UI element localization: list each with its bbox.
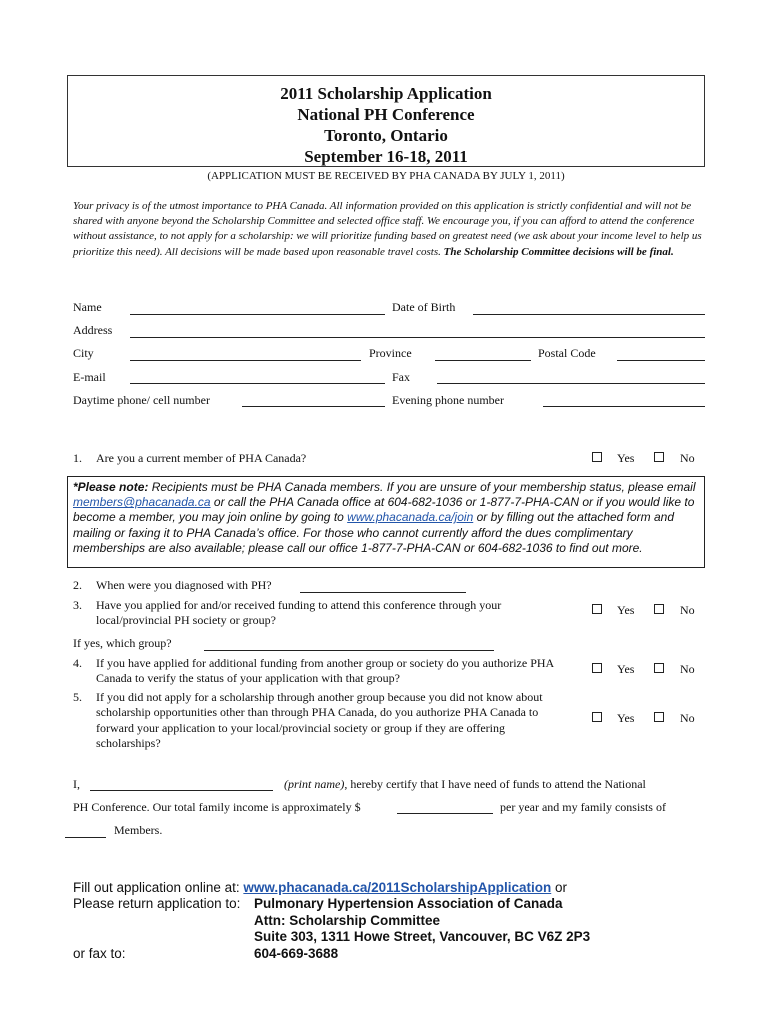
- attn-text: Attn: Scholarship Committee: [254, 913, 441, 928]
- name-label: Name: [73, 300, 102, 314]
- title-line-3: Toronto, Ontario: [324, 126, 448, 145]
- q5-no-checkbox[interactable]: [654, 712, 664, 722]
- daytime-phone-field[interactable]: [242, 406, 385, 407]
- email-field[interactable]: [130, 383, 385, 384]
- print-name-field[interactable]: [90, 790, 273, 791]
- certify-line-1: [284, 777, 646, 792]
- q3-number: 3.: [73, 598, 82, 612]
- title-line-4: September 16-18, 2011: [304, 147, 468, 166]
- q1-no-checkbox[interactable]: [654, 452, 664, 462]
- q1-no-label: No: [680, 451, 695, 465]
- certify-line-2b: per year and my family consists of: [500, 800, 666, 814]
- q5-number: 5.: [73, 690, 82, 704]
- diagnosis-date-field[interactable]: [300, 592, 466, 593]
- q4-yes-checkbox[interactable]: [592, 663, 602, 673]
- province-label: Province: [369, 346, 412, 360]
- q3-yes-checkbox[interactable]: [592, 604, 602, 614]
- org-name: Pulmonary Hypertension Association of Canada: [254, 896, 563, 911]
- return-address: [254, 929, 590, 946]
- q3-text: Have you applied for and/or received funding to attend this conference through your local/provincial PH society or group?: [96, 598, 502, 628]
- address-text: Suite 303, 1311 Howe Street, Vancouver, BC V6Z 2P3: [254, 929, 591, 944]
- membership-note: [73, 480, 701, 556]
- city-label: City: [73, 346, 94, 360]
- which-group-field[interactable]: [204, 650, 494, 651]
- note-text-1: Recipients must be PHA Canada members. If you are unsure of your membership status, please email: [148, 480, 696, 494]
- email-label: E-mail: [73, 370, 106, 384]
- fax-number: [254, 946, 338, 963]
- join-link[interactable]: www.phacanada.ca/join: [347, 510, 474, 525]
- q4-no-checkbox[interactable]: [654, 663, 664, 673]
- online-or: or: [555, 880, 568, 895]
- fax-number-text: 604-669-3688: [254, 946, 339, 961]
- q4-yes-label: Yes: [617, 662, 635, 676]
- daytime-phone-label: Daytime phone/ cell number: [73, 393, 210, 407]
- family-income-field[interactable]: [397, 813, 493, 814]
- name-field[interactable]: [130, 314, 385, 315]
- print-name-hint: (print name): [284, 777, 345, 791]
- q4-no-label: No: [680, 662, 695, 676]
- members-label: Members.: [114, 823, 163, 837]
- evening-phone-label: Evening phone number: [392, 393, 504, 407]
- dob-field[interactable]: [473, 314, 705, 315]
- q2-text: When were you diagnosed with PH?: [96, 578, 272, 592]
- title-line-1: 2011 Scholarship Application: [280, 84, 492, 103]
- note-text-2: or call the PHA Canada office at 604-682-1036 or 1-877-7-PHA-CAN or if you would like to become a member, you may join online by going to: [73, 495, 695, 525]
- return-org: [254, 896, 563, 913]
- q1-yes-label: Yes: [617, 451, 635, 465]
- privacy-statement: [73, 199, 705, 260]
- q3-yes-label: Yes: [617, 603, 635, 617]
- address-label: Address: [73, 323, 113, 337]
- fax-to-label: or fax to:: [73, 946, 126, 961]
- fax-label: Fax: [392, 370, 410, 384]
- province-field[interactable]: [435, 360, 531, 361]
- certify-i: I,: [73, 777, 80, 791]
- online-application-link[interactable]: www.phacanada.ca/2011ScholarshipApplication: [243, 880, 552, 895]
- certify-line-2a: PH Conference. Our total family income is approximately $: [73, 800, 361, 814]
- q1-yes-checkbox[interactable]: [592, 452, 602, 462]
- city-field[interactable]: [130, 360, 361, 361]
- note-text-3: or by filling out the attached form and mailing or faxing it to PHA Canada’s office. For those who cannot currently afford the dues complimentary memberships are also available; please call our office 1-877-7-PHA-CAN or 604-682-1036 to find out more.: [73, 510, 675, 555]
- q1-number: 1.: [73, 451, 82, 465]
- certify-text-1: , hereby certify that I have need of funds to attend the National: [344, 777, 646, 791]
- postal-label: Postal Code: [538, 346, 596, 360]
- return-label: Please return application to:: [73, 896, 241, 911]
- q4-text: If you have applied for additional funding from another group or society do you authorize PHA Canada to verify the status of your application with that group?: [96, 656, 554, 686]
- fax-field[interactable]: [437, 383, 705, 384]
- return-attn: [254, 913, 440, 930]
- address-field[interactable]: [130, 337, 705, 338]
- note-label: *Please note:: [73, 480, 149, 494]
- q1-text: Are you a current member of PHA Canada?: [96, 451, 307, 465]
- q2-number: 2.: [73, 578, 82, 592]
- q5-yes-checkbox[interactable]: [592, 712, 602, 722]
- postal-field[interactable]: [617, 360, 705, 361]
- q3-no-checkbox[interactable]: [654, 604, 664, 614]
- which-group-label: If yes, which group?: [73, 636, 172, 650]
- q4-number: 4.: [73, 656, 82, 670]
- privacy-final-note: The Scholarship Committee decisions will be final.: [443, 245, 674, 258]
- q5-text: If you did not apply for a scholarship through another group because you did not know about scholarship opportunities other than through PHA Canada, do you authorize PHA Canada to forward your application to your local/provincial society or group if they are offering scholarships?: [96, 690, 543, 750]
- online-label: Fill out application online at:: [73, 880, 240, 895]
- title-box: [67, 75, 705, 167]
- evening-phone-field[interactable]: [543, 406, 705, 407]
- q5-yes-label: Yes: [617, 711, 635, 725]
- deadline-notice: (APPLICATION MUST BE RECEIVED BY PHA CANADA BY JULY 1, 2011): [207, 170, 565, 182]
- online-line: [73, 880, 567, 897]
- q3-no-label: No: [680, 603, 695, 617]
- members-email-link[interactable]: members@phacanada.ca: [73, 495, 211, 510]
- family-members-field[interactable]: [65, 837, 106, 838]
- privacy-text: Your privacy is of the utmost importance to PHA Canada. All information provided on this application is strictly confidential and will not be shared with anyone beyond the Scholarship Committee and selected office staff. We encourage you, if you can afford to attend the conference without assistance, to not apply for a scholarship: we will prioritize funding based on greatest need (we ask about your income level to help us prioritize this need). All decisions will be made based upon reasonable travel costs.: [73, 200, 702, 258]
- dob-label: Date of Birth: [392, 300, 456, 314]
- title-line-2: National PH Conference: [297, 105, 475, 124]
- q5-no-label: No: [680, 711, 695, 725]
